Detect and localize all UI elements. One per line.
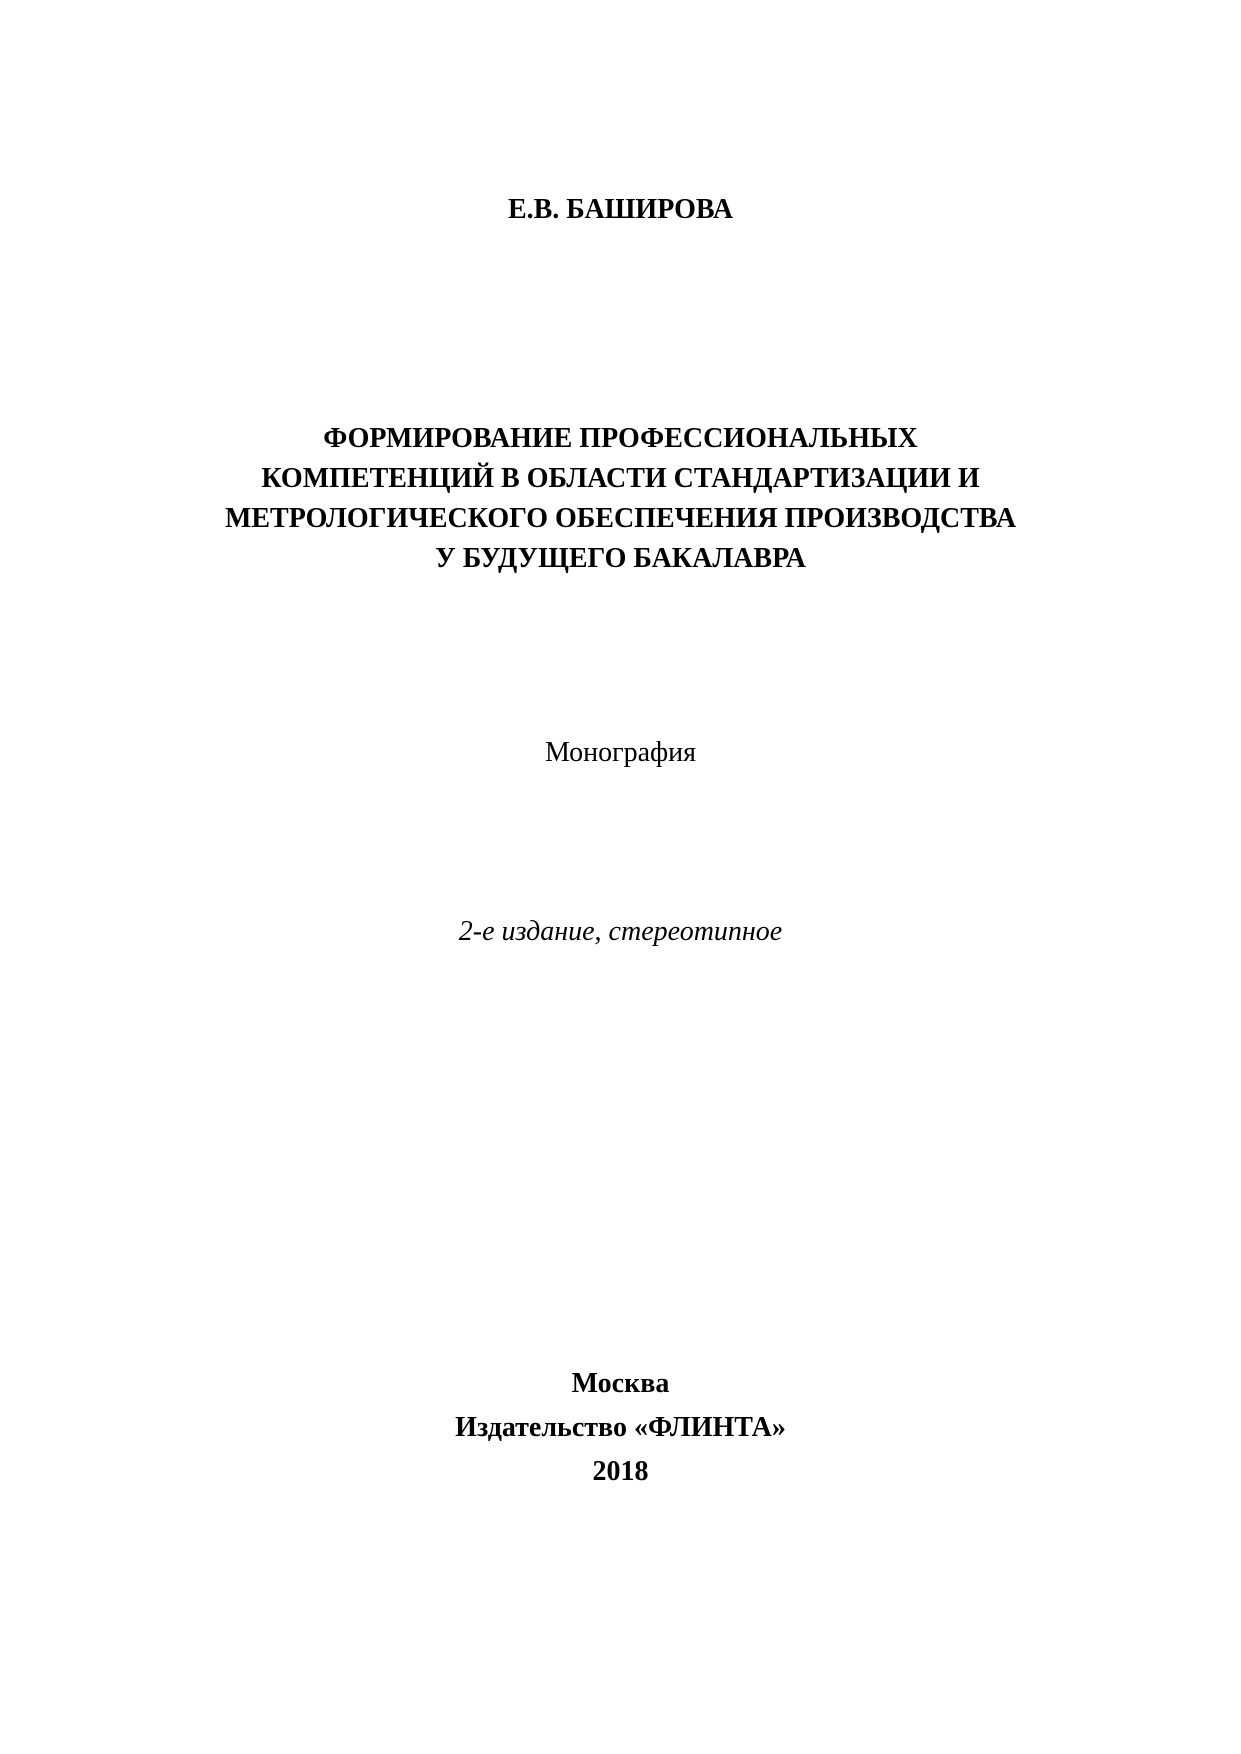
imprint xyxy=(0,1362,1241,1494)
imprint-city: Москва xyxy=(571,1368,670,1399)
author-name: Е.В. БАШИРОВА xyxy=(507,194,734,225)
genre-label: Монография xyxy=(544,737,697,768)
title-line-1: ФОРМИРОВАНИЕ ПРОФЕССИОНАЛЬНЫХ xyxy=(323,423,918,454)
edition-note: 2-е издание, стереотипное xyxy=(458,916,783,947)
imprint-year: 2018 xyxy=(592,1456,649,1487)
book-title xyxy=(0,419,1241,579)
imprint-publisher: Издательство «ФЛИНТА» xyxy=(455,1412,786,1443)
title-line-2: КОМПЕТЕНЦИЙ В ОБЛАСТИ СТАНДАРТИЗАЦИИ И xyxy=(261,463,980,494)
title-line-3: МЕТРОЛОГИЧЕСКОГО ОБЕСПЕЧЕНИЯ ПРОИЗВОДСТВА xyxy=(224,503,1017,534)
title-line-4: У БУДУЩЕГО БАКАЛАВРА xyxy=(435,543,806,574)
